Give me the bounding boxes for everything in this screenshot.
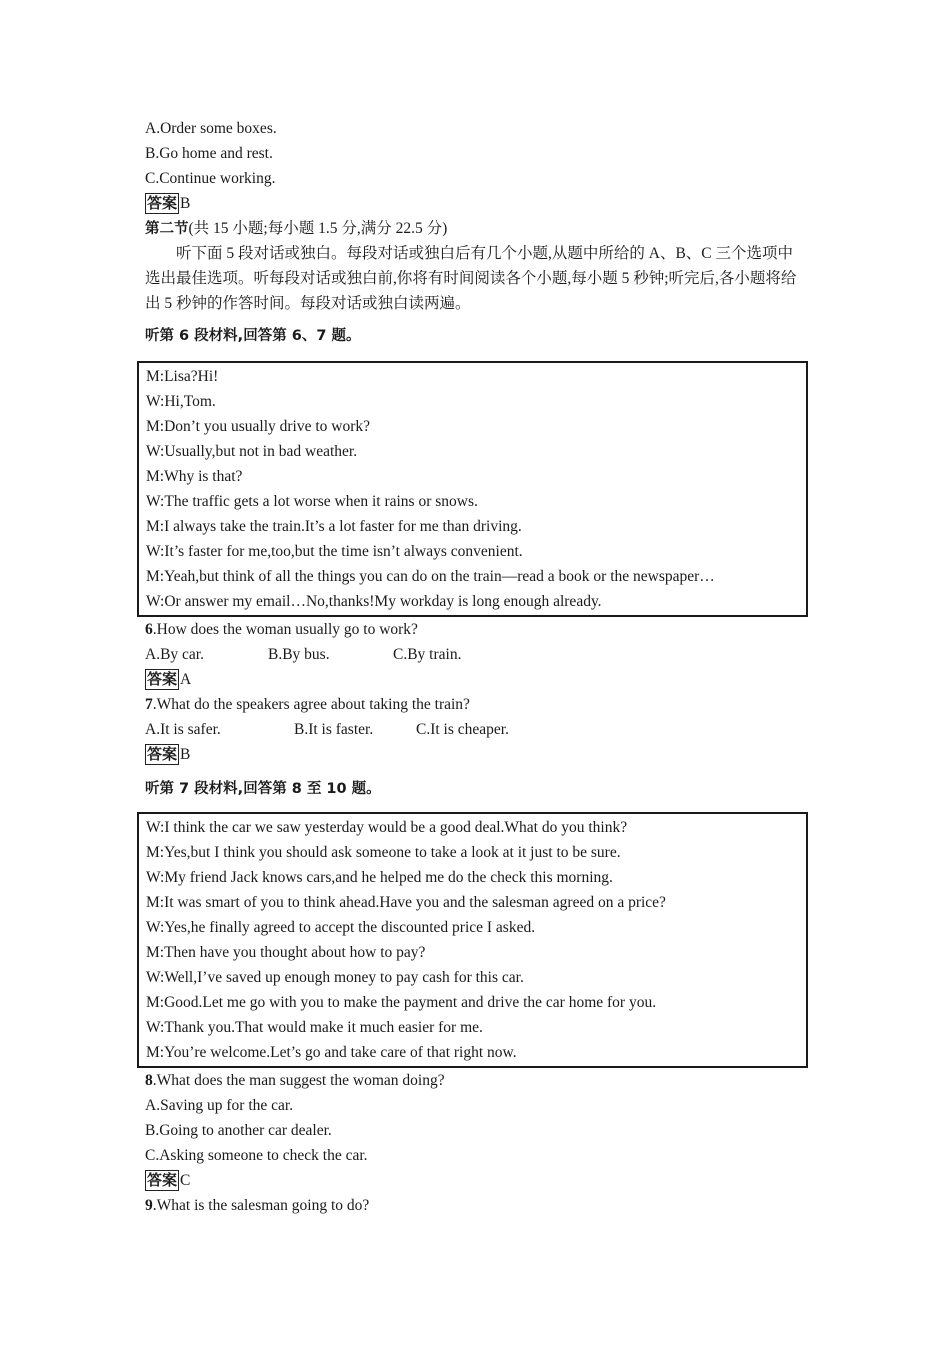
dialogue-line: M:Yes,but I think you should ask someone to take a look at it just to be sure. (146, 844, 621, 861)
dialogue-line: W:It’s faster for me,too,but the time isn’t always convenient. (146, 543, 523, 560)
material-7-transcript (137, 812, 808, 1068)
dialogue-line: W:My friend Jack knows cars,and he helped me do the check this morning. (146, 869, 613, 886)
question-text: .What does the man suggest the woman doing? (152, 1072, 445, 1089)
option-a: A.It is safer. (145, 721, 221, 738)
question-text: .How does the woman usually go to work? (152, 621, 418, 638)
question-6-answer (145, 667, 825, 692)
dialogue-line: W:Usually,but not in bad weather. (146, 443, 358, 460)
dialogue-line: W:Well,I’ve saved up enough money to pay cash for this car. (146, 969, 524, 986)
answer-label: 答案 (147, 194, 178, 212)
question-number: 7 (145, 696, 153, 713)
option-a: A.By car. (145, 646, 204, 663)
question-number: 6 (145, 621, 153, 638)
top-option-b: B.Go home and rest. (145, 145, 273, 162)
dialogue-line: M:Then have you thought about how to pay? (146, 944, 426, 961)
answer-value: B (180, 746, 191, 763)
dialogue-line: M:Good.Let me go with you to make the payment and drive the car home for you. (146, 994, 657, 1011)
option-c: C.Asking someone to check the car. (145, 1147, 368, 1164)
answer-value: A (180, 671, 192, 688)
dialogue-line: W:Thank you.That would make it much easier for me. (146, 1019, 483, 1036)
option-c: C.By train. (393, 646, 462, 663)
question-number: 8 (145, 1072, 153, 1089)
option-a: A.Saving up for the car. (145, 1097, 294, 1114)
top-answer-line (145, 191, 825, 216)
dialogue-line: W:I think the car we saw yesterday would be a good deal.What do you think? (146, 819, 628, 836)
answer-value: C (180, 1172, 191, 1189)
dialogue-line: W:Yes,he finally agreed to accept the discounted price I asked. (146, 919, 536, 936)
question-number: 9 (145, 1197, 153, 1214)
section-2-note: (共 15 小题;每小题 1.5 分,满分 22.5 分) (188, 220, 448, 237)
question-7 (145, 692, 825, 717)
option-b: B.Going to another car dealer. (145, 1122, 332, 1139)
top-option-a: A.Order some boxes. (145, 120, 277, 137)
question-6 (145, 617, 825, 642)
question-6-options (145, 642, 825, 667)
option-b: B.By bus. (268, 646, 330, 663)
answer-value: B (180, 195, 191, 212)
dialogue-line: M:I always take the train.It’s a lot faster for me than driving. (146, 518, 522, 535)
document-page (145, 116, 825, 1218)
question-8-answer (145, 1168, 825, 1193)
material-6-transcript (137, 361, 808, 617)
dialogue-line: M:It was smart of you to think ahead.Have you and the salesman agreed on a price? (146, 894, 666, 911)
dialogue-line: M:Yeah,but think of all the things you can do on the train—read a book or the newspaper… (146, 568, 715, 585)
dialogue-line: M:Why is that? (146, 468, 243, 485)
answer-label: 答案 (147, 1171, 178, 1189)
question-9 (145, 1193, 825, 1218)
top-option-c: C.Continue working. (145, 170, 276, 187)
dialogue-line: M:You’re welcome.Let’s go and take care of that right now. (146, 1044, 517, 1061)
question-text: .What is the salesman going to do? (152, 1197, 370, 1214)
material-7-heading: 听第 7 段材料,回答第 8 至 10 题。 (145, 781, 381, 797)
question-7-options (145, 717, 825, 742)
dialogue-line: M:Lisa?Hi! (146, 368, 219, 385)
answer-label: 答案 (147, 745, 178, 763)
dialogue-line: W:Or answer my email…No,thanks!My workday is long enough already. (146, 593, 602, 610)
question-7-answer (145, 742, 825, 767)
dialogue-line: W:Hi,Tom. (146, 393, 216, 410)
option-b: B.It is faster. (294, 721, 374, 738)
answer-label: 答案 (147, 670, 178, 688)
question-8 (145, 1068, 825, 1093)
dialogue-line: W:The traffic gets a lot worse when it rains or snows. (146, 493, 478, 510)
section-2-instructions: 听下面 5 段对话或独白。每段对话或独白后有几个小题,从题中所给的 A、B、C 三个选项中选出最佳选项。听每段对话或独白前,你将有时间阅读各个小题,每小题 5 秒钟;听完后,各小题将给出 5 秒钟的作答时间。每段对话或独白读两遍。 (145, 245, 797, 312)
material-6-heading: 听第 6 段材料,回答第 6、7 题。 (145, 328, 361, 344)
option-c: C.It is cheaper. (416, 721, 509, 738)
section-2-title: 第二节 (145, 221, 189, 237)
question-text: .What do the speakers agree about taking the train? (152, 696, 470, 713)
dialogue-line: M:Don’t you usually drive to work? (146, 418, 371, 435)
section-2-heading (145, 216, 825, 241)
